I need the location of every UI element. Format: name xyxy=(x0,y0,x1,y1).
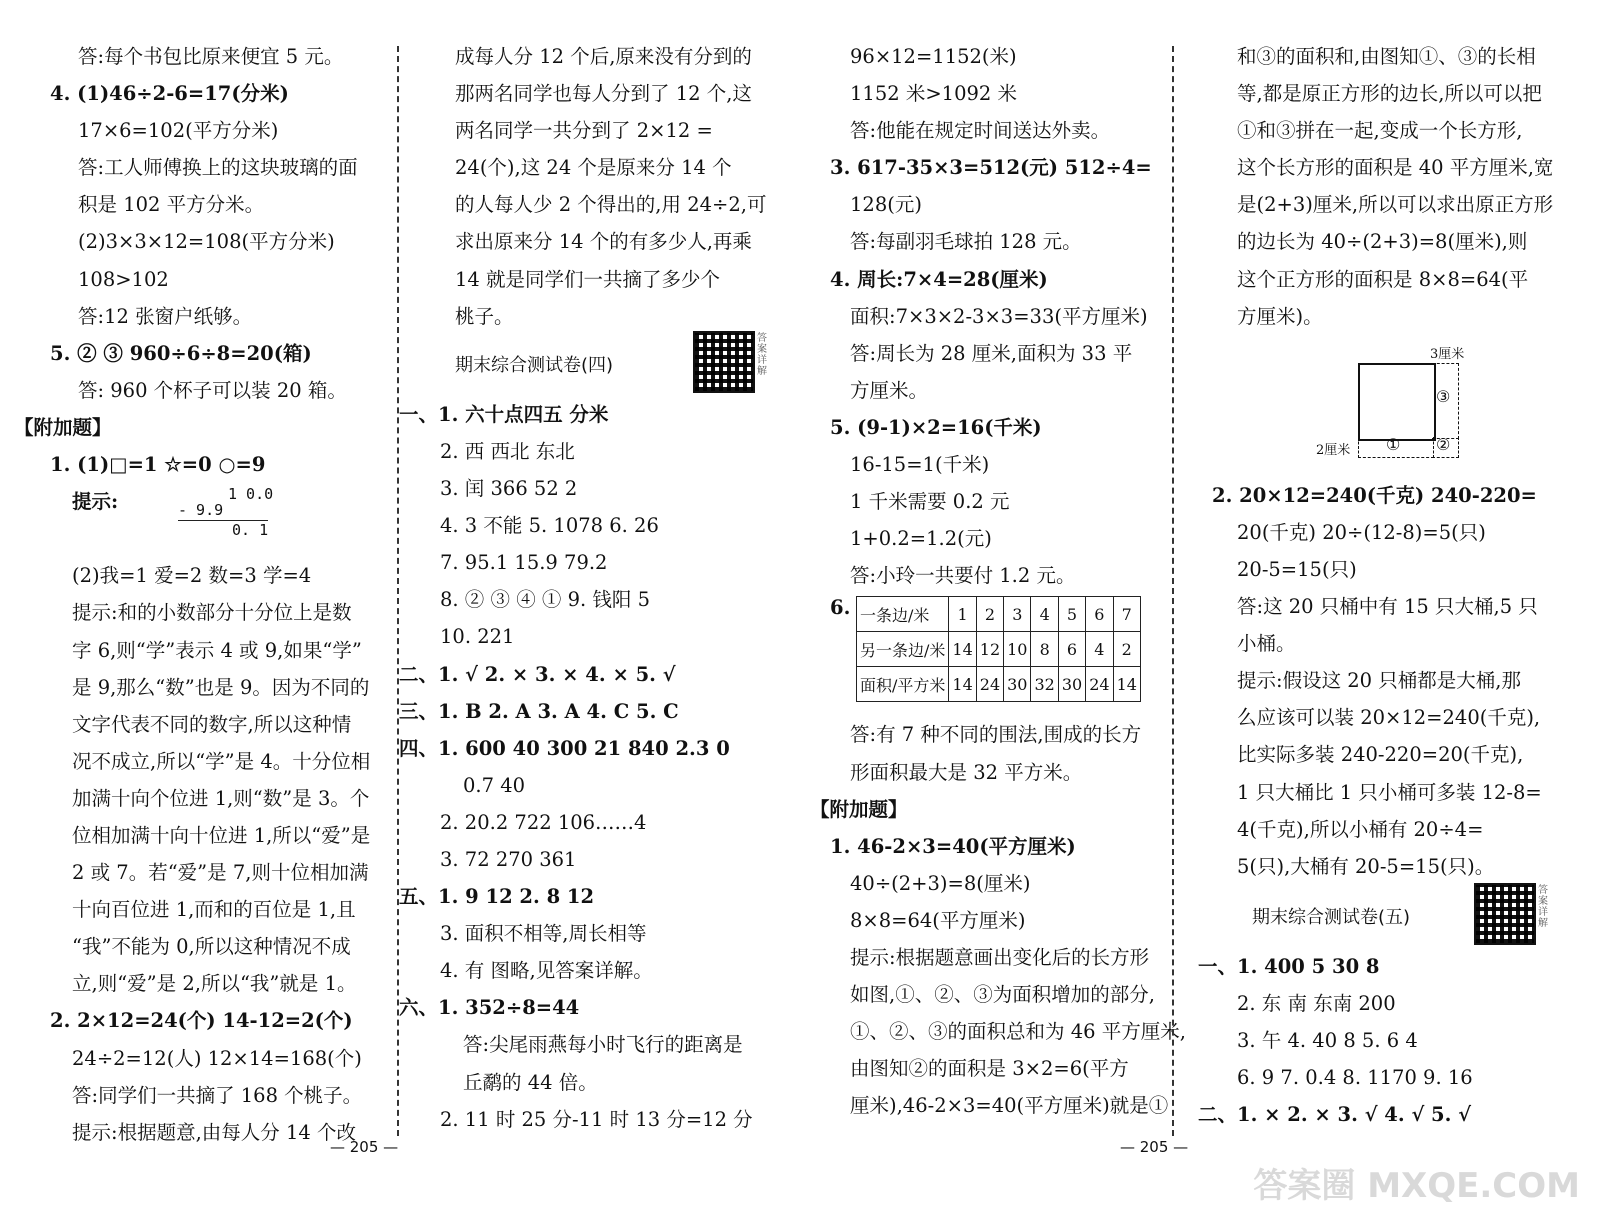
text-line: 2 或 7。若“爱”是 7,则十位相加满 xyxy=(72,861,369,885)
text-line: 四、1. 600 40 300 21 840 2.3 0 xyxy=(399,736,730,760)
text-line: 二、1. × 2. × 3. √ 4. √ 5. √ xyxy=(1198,1103,1472,1127)
table-cell: 2 xyxy=(976,597,1003,632)
text-line: 这个正方形的面积是 8×8=64(平 xyxy=(1237,267,1529,291)
calc-line: 1 0.0 xyxy=(228,485,274,504)
figure-label: 2厘米 xyxy=(1316,442,1351,458)
column-divider xyxy=(397,46,399,1136)
text-line: 3. 午 4. 40 8 5. 6 4 xyxy=(1237,1029,1418,1053)
text-line: 24(个),这 24 个是原来分 14 个 xyxy=(455,156,732,180)
table-cell: 1 xyxy=(949,597,976,632)
text-line: 五、1. 9 12 2. 8 12 xyxy=(399,885,595,909)
text-line: 立,则“爱”是 2,所以“我”就是 1。 xyxy=(72,972,357,996)
text-line: (2)我=1 爱=2 数=3 学=4 xyxy=(72,564,312,588)
text-line: 2. 11 时 25 分-11 时 13 分=12 分 xyxy=(440,1107,753,1131)
hint-label: 提示: xyxy=(72,490,119,514)
section-title xyxy=(415,332,785,384)
table-row xyxy=(857,632,1141,667)
figure-label: ① xyxy=(1386,434,1401,454)
text-line: (2)3×3×12=108(平方分米) xyxy=(78,230,335,254)
watermark-logo: 答案圈 MXQE.COM xyxy=(1253,1166,1580,1206)
text-line: 加满十向个位进 1,则“数”是 3。个 xyxy=(72,786,370,810)
table-cell: 2 xyxy=(1113,632,1140,667)
text-line: 7. 95.1 15.9 79.2 xyxy=(440,551,608,575)
text-line: 4. 周长:7×4=28(厘米) xyxy=(830,267,1048,291)
question-number: 6. xyxy=(830,596,851,620)
text-line: 答:12 张窗户纸够。 xyxy=(78,304,253,328)
text-line: 8. ② ③ ④ ① 9. 钱阳 5 xyxy=(440,588,651,612)
column-2 xyxy=(399,38,785,1138)
text-line: 六、1. 352÷8=44 xyxy=(399,996,580,1020)
qr-caption: 答案详解 xyxy=(757,332,767,377)
row-header: 一条边/米 xyxy=(857,597,949,632)
text-line: 这个长方形的面积是 40 平方厘米,宽 xyxy=(1237,156,1554,180)
text-line: 答:他能在规定时间送达外卖。 xyxy=(850,119,1111,143)
original-square xyxy=(1358,363,1436,441)
text-line: 5. (9-1)×2=16(千米) xyxy=(830,415,1042,439)
text-line: 是(2+3)厘米,所以可以求出原正方形 xyxy=(1237,193,1554,217)
text-line: 1. 46-2×3=40(平方厘米) xyxy=(830,834,1076,858)
column-1 xyxy=(14,38,390,1151)
table-cell: 7 xyxy=(1113,597,1140,632)
section-title-text: 期末综合测试卷(五) xyxy=(1252,906,1411,928)
text-line: 16-15=1(千米) xyxy=(850,453,990,477)
table-cell: 4 xyxy=(1031,597,1058,632)
text-line: 3. 617-35×3=512(元) 512÷4= xyxy=(830,156,1152,180)
table-cell: 6 xyxy=(1086,597,1113,632)
table-cell: 32 xyxy=(1031,667,1058,702)
text-line: 一、1. 六十点四五 分米 xyxy=(399,402,609,426)
text-line: 2. 西 西北 东北 xyxy=(440,439,575,463)
text-line: 2. 2×12=24(个) 14-12=2(个) xyxy=(50,1009,353,1033)
text-line: 提示:根据题意画出变化后的长方形 xyxy=(850,945,1150,969)
text-line: 成每人分 12 个后,原来没有分到的 xyxy=(455,45,752,68)
text-line: 答:每副羽毛球拍 128 元。 xyxy=(850,230,1082,254)
text-line: 2. 20.2 722 106……4 xyxy=(440,810,647,834)
text-line: 答:工人师傅换上的这块玻璃的面 xyxy=(78,156,358,180)
text-line: 答:小玲一共要付 1.2 元。 xyxy=(850,564,1076,588)
section-heading: 【附加题】 xyxy=(14,415,112,439)
text-line: 提示:和的小数部分十分位上是数 xyxy=(72,601,352,625)
row-header: 另一条边/米 xyxy=(857,632,949,667)
text-line: 17×6=102(平方分米) xyxy=(78,119,279,143)
text-line: 答:周长为 28 厘米,面积为 33 平 xyxy=(850,341,1133,365)
text-line: 求出原来分 14 个的有多少人,再乘 xyxy=(455,230,752,254)
calc-line: 0. 1 xyxy=(232,521,269,540)
text-line: 3. 面积不相等,周长相等 xyxy=(440,922,647,946)
text-line: 答: 960 个杯子可以装 20 箱。 xyxy=(78,378,347,402)
qr-code-icon[interactable] xyxy=(1474,883,1536,945)
text-line: 108>102 xyxy=(78,267,169,291)
text-line: 3. 闰 366 52 2 xyxy=(440,477,578,501)
text-line: ①、②、③的面积总和为 46 平方厘米, xyxy=(850,1020,1186,1044)
table-cell: 24 xyxy=(1086,667,1113,702)
text-line: 0.7 40 xyxy=(463,773,526,797)
text-line: 的边长为 40÷(2+3)=8(厘米),则 xyxy=(1237,230,1528,254)
table-cell: 5 xyxy=(1058,597,1085,632)
figure-label: ② xyxy=(1436,434,1451,454)
text-line: 1+0.2=1.2(元) xyxy=(850,527,992,551)
text-line: 提示:根据题意,由每人分 14 个改 xyxy=(72,1120,356,1144)
table-cell: 8 xyxy=(1031,632,1058,667)
text-line: 面积:7×3×2-3×3=33(平方厘米) xyxy=(850,304,1148,328)
table-block xyxy=(830,596,1170,716)
row-header: 面积/平方米 xyxy=(857,667,949,702)
text-line: 两名同学一共分到了 2×12 = xyxy=(455,119,713,143)
square-figure xyxy=(1212,335,1572,477)
text-line: 4(千克),所以小桶有 20÷4= xyxy=(1237,817,1484,841)
text-line: 答:有 7 种不同的围法,围成的长方 xyxy=(850,723,1142,747)
text-line: 积是 102 平方分米。 xyxy=(78,193,265,217)
column-3 xyxy=(810,38,1186,1124)
text-line: 比实际多装 240-220=20(千克), xyxy=(1237,743,1524,767)
text-line: 位相加满十向十位进 1,所以“爱”是 xyxy=(72,823,371,847)
text-line: 和③的面积和,由图知①、③的长相 xyxy=(1237,45,1536,68)
text-line: 况不成立,所以“学”是 4。十分位相 xyxy=(72,749,371,773)
text-line: 8×8=64(平方厘米) xyxy=(850,908,1026,932)
table-cell: 14 xyxy=(949,667,976,702)
text-line: 三、1. B 2. A 3. A 4. C 5. C xyxy=(399,699,679,723)
table-row xyxy=(857,667,1141,702)
text-line: 厘米),46-2×3=40(平方厘米)就是① xyxy=(850,1094,1169,1118)
figure-label: 3厘米 xyxy=(1430,346,1465,362)
text-line: 1 只大桶比 1 只小桶可多装 12-8= xyxy=(1237,780,1542,804)
text-line: 丘鹬的 44 倍。 xyxy=(463,1070,598,1094)
text-line: 128(元) xyxy=(850,193,922,217)
text-line: 40÷(2+3)=8(厘米) xyxy=(850,871,1031,895)
text-line: 答:同学们一共摘了 168 个桃子。 xyxy=(72,1083,363,1107)
calc-line: - 9.9 xyxy=(178,501,224,520)
table-cell: 10 xyxy=(1004,632,1031,667)
text-line: 2. 东 南 东南 200 xyxy=(1237,991,1396,1015)
text-line: 的人每人少 2 个得出的,用 24÷2,可 xyxy=(455,193,767,217)
right-page xyxy=(800,0,1600,1217)
text-line: 14 就是同学们一共摘了多少个 xyxy=(455,267,721,291)
text-line: 小桶。 xyxy=(1237,632,1296,656)
text-line: 二、1. √ 2. × 3. × 4. × 5. √ xyxy=(399,662,676,686)
text-line: 等,都是原正方形的边长,所以可以把 xyxy=(1237,82,1542,106)
text-line: 答:这 20 只桶中有 15 只大桶,5 只 xyxy=(1237,595,1538,619)
table-cell: 4 xyxy=(1086,632,1113,667)
text-line: 96×12=1152(米) xyxy=(850,45,1017,68)
text-line: 1. (1)□=1 ☆=0 ○=9 xyxy=(50,453,266,477)
column-4 xyxy=(1198,38,1572,1133)
text-line: 1 千米需要 0.2 元 xyxy=(850,490,1010,514)
text-line: 么应该可以装 20×12=240(千克), xyxy=(1237,706,1541,730)
text-line: 4. 3 不能 5. 1078 6. 26 xyxy=(440,514,659,538)
table-cell: 6 xyxy=(1058,632,1085,667)
table-cell: 12 xyxy=(976,632,1003,667)
text-line: 20-5=15(只) xyxy=(1237,557,1357,581)
text-line: 24÷2=12(人) 12×14=168(个) xyxy=(72,1046,362,1070)
table-row xyxy=(857,597,1141,632)
text-line: 那两名同学也每人分到了 12 个,这 xyxy=(455,82,752,106)
text-line: 6. 9 7. 0.4 8. 1170 9. 16 xyxy=(1237,1066,1473,1090)
text-line: 方厘米)。 xyxy=(1237,304,1323,328)
table-cell: 3 xyxy=(1004,597,1031,632)
qr-code-icon[interactable] xyxy=(693,331,755,393)
section-title-text: 期末综合测试卷(四) xyxy=(455,354,614,376)
text-line: 十向百位进 1,而和的百位是 1,且 xyxy=(72,898,356,922)
text-line: “我”不能为 0,所以这种情况不成 xyxy=(72,935,351,959)
text-line: 3. 72 270 361 xyxy=(440,847,577,871)
table-cell: 14 xyxy=(949,632,976,667)
column-divider xyxy=(1172,46,1174,1136)
page-number: — 205 — xyxy=(1120,1138,1189,1156)
text-line: 1152 米>1092 米 xyxy=(850,82,1017,106)
qr-caption: 答案详解 xyxy=(1538,884,1548,929)
text-line: 5. ② ③ 960÷6÷8=20(箱) xyxy=(50,341,312,365)
section-title xyxy=(1212,884,1572,936)
text-line: 5(只),大桶有 20-5=15(只)。 xyxy=(1237,854,1495,878)
table-cell: 24 xyxy=(976,667,1003,702)
text-line: 文字代表不同的数字,所以这种情 xyxy=(72,712,352,736)
text-line: 形面积最大是 32 平方米。 xyxy=(850,760,1083,784)
table-cell: 30 xyxy=(1004,667,1031,702)
figure-label: ③ xyxy=(1436,386,1451,406)
text-line: 一、1. 400 5 30 8 xyxy=(1198,954,1380,978)
data-table xyxy=(856,596,1141,702)
page-number: — 205 — xyxy=(330,1138,399,1156)
text-line: 4. 有 图略,见答案详解。 xyxy=(440,959,653,983)
text-line: 2. 20×12=240(千克) 240-220= xyxy=(1212,483,1537,507)
text-line: 如图,①、②、③为面积增加的部分, xyxy=(850,983,1155,1007)
text-line: 方厘米。 xyxy=(850,378,929,402)
table-cell: 30 xyxy=(1058,667,1085,702)
text-line: 10. 221 xyxy=(440,625,515,649)
text-line: 是 9,那么“数”也是 9。因为不同的 xyxy=(72,675,370,699)
text-line: 桃子。 xyxy=(455,304,514,328)
text-line: 答:尖尾雨燕每小时飞行的距离是 xyxy=(463,1033,743,1057)
section-heading: 【附加题】 xyxy=(810,797,908,821)
text-line: 提示:假设这 20 只桶都是大桶,那 xyxy=(1237,669,1521,693)
text-line: 由图知②的面积是 3×2=6(平方 xyxy=(850,1057,1129,1081)
text-line: 4. (1)46÷2-6=17(分米) xyxy=(50,82,289,106)
text-line: 20(千克) 20÷(12-8)=5(只) xyxy=(1237,520,1486,544)
table-cell: 14 xyxy=(1113,667,1140,702)
text-line: 答:每个书包比原来便宜 5 元。 xyxy=(78,45,344,68)
text-line: ①和③拼在一起,变成一个长方形, xyxy=(1237,119,1523,143)
text-line: 字 6,则“学”表示 4 或 9,如果“学” xyxy=(72,638,362,662)
